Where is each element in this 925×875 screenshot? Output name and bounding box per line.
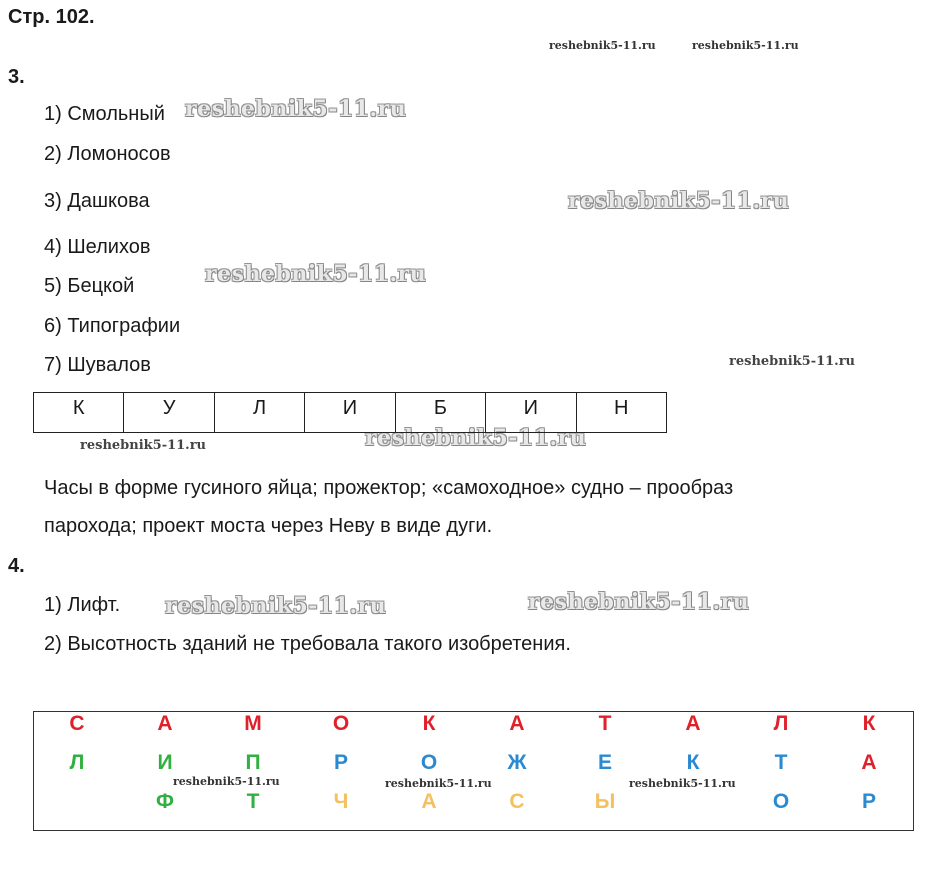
- word-cell: И: [305, 393, 395, 432]
- watermark: reshebnik5-11.ru: [729, 354, 856, 369]
- grid-letter: А: [861, 751, 877, 774]
- watermark: reshebnik5-11.ru: [692, 39, 799, 52]
- grid-letter: Ы: [594, 790, 616, 813]
- answer-item: 1) Смольный: [44, 103, 165, 125]
- grid-letter: П: [245, 751, 261, 774]
- grid-letter: Т: [598, 712, 612, 735]
- answer-item: 4) Шелихов: [44, 236, 151, 258]
- answer-item: 6) Типографии: [44, 315, 181, 337]
- word-cell: И: [486, 393, 576, 432]
- grid-letter: К: [862, 712, 876, 735]
- answer-item: 3) Дашкова: [44, 190, 150, 212]
- watermark: reshebnik5-11.ru: [568, 188, 790, 214]
- grid-letter: А: [685, 712, 701, 735]
- watermark: reshebnik5-11.ru: [80, 438, 207, 453]
- section-4-number: 4.: [8, 555, 25, 577]
- watermark: reshebnik5-11.ru: [205, 261, 427, 287]
- word-cell: Л: [215, 393, 305, 432]
- word-cell: Н: [614, 397, 629, 419]
- word-cell: У: [124, 393, 214, 432]
- grid-letter: Ф: [156, 790, 174, 813]
- letter-grid: [33, 711, 914, 831]
- grid-letter: О: [420, 751, 438, 774]
- watermark: reshebnik5-11.ru: [549, 39, 656, 52]
- grid-letter: А: [509, 712, 525, 735]
- answer-item: 2) Высотность зданий не требовала такого изобретения.: [44, 633, 571, 655]
- grid-letter: О: [332, 712, 350, 735]
- grid-letter: И: [157, 751, 173, 774]
- watermark: reshebnik5-11.ru: [365, 425, 587, 451]
- word-cell: Б: [396, 393, 486, 432]
- grid-letter: К: [686, 751, 700, 774]
- grid-letter: Р: [861, 790, 876, 813]
- answer-item: 7) Шувалов: [44, 354, 151, 376]
- watermark: reshebnik5-11.ru: [165, 593, 387, 619]
- section-3-number: 3.: [8, 66, 25, 88]
- grid-letter: С: [509, 790, 525, 813]
- watermark: reshebnik5-11.ru: [385, 777, 492, 790]
- answer-item: 1) Лифт.: [44, 594, 121, 616]
- word-grid-kulibin: [33, 392, 667, 433]
- grid-letter: Л: [69, 751, 85, 774]
- grid-letter: Р: [333, 751, 348, 774]
- grid-letter: О: [772, 790, 790, 813]
- watermark: reshebnik5-11.ru: [528, 589, 750, 615]
- page-title: Стр. 102.: [8, 6, 95, 28]
- grid-letter: Ч: [333, 790, 349, 813]
- watermark: reshebnik5-11.ru: [173, 775, 280, 788]
- grid-letter: Т: [246, 790, 260, 813]
- grid-letter: Ж: [507, 751, 527, 774]
- grid-letter: Т: [774, 751, 788, 774]
- grid-letter: Е: [597, 751, 612, 774]
- word-cell: К: [34, 393, 124, 432]
- watermark: reshebnik5-11.ru: [629, 777, 736, 790]
- grid-letter: М: [244, 712, 262, 735]
- grid-letter: С: [69, 712, 85, 735]
- paragraph-line-2: парохода; проект моста через Неву в виде дуги.: [44, 515, 493, 537]
- grid-letter: Л: [773, 712, 789, 735]
- watermark: reshebnik5-11.ru: [185, 96, 407, 122]
- grid-letter: А: [421, 790, 437, 813]
- paragraph-line-1: Часы в форме гусиного яйца; прожектор; «самоходное» судно – прообраз: [44, 477, 734, 499]
- answer-item: 2) Ломоносов: [44, 143, 171, 165]
- grid-letter: К: [422, 712, 436, 735]
- answer-item: 5) Бецкой: [44, 275, 135, 297]
- grid-letter: А: [157, 712, 173, 735]
